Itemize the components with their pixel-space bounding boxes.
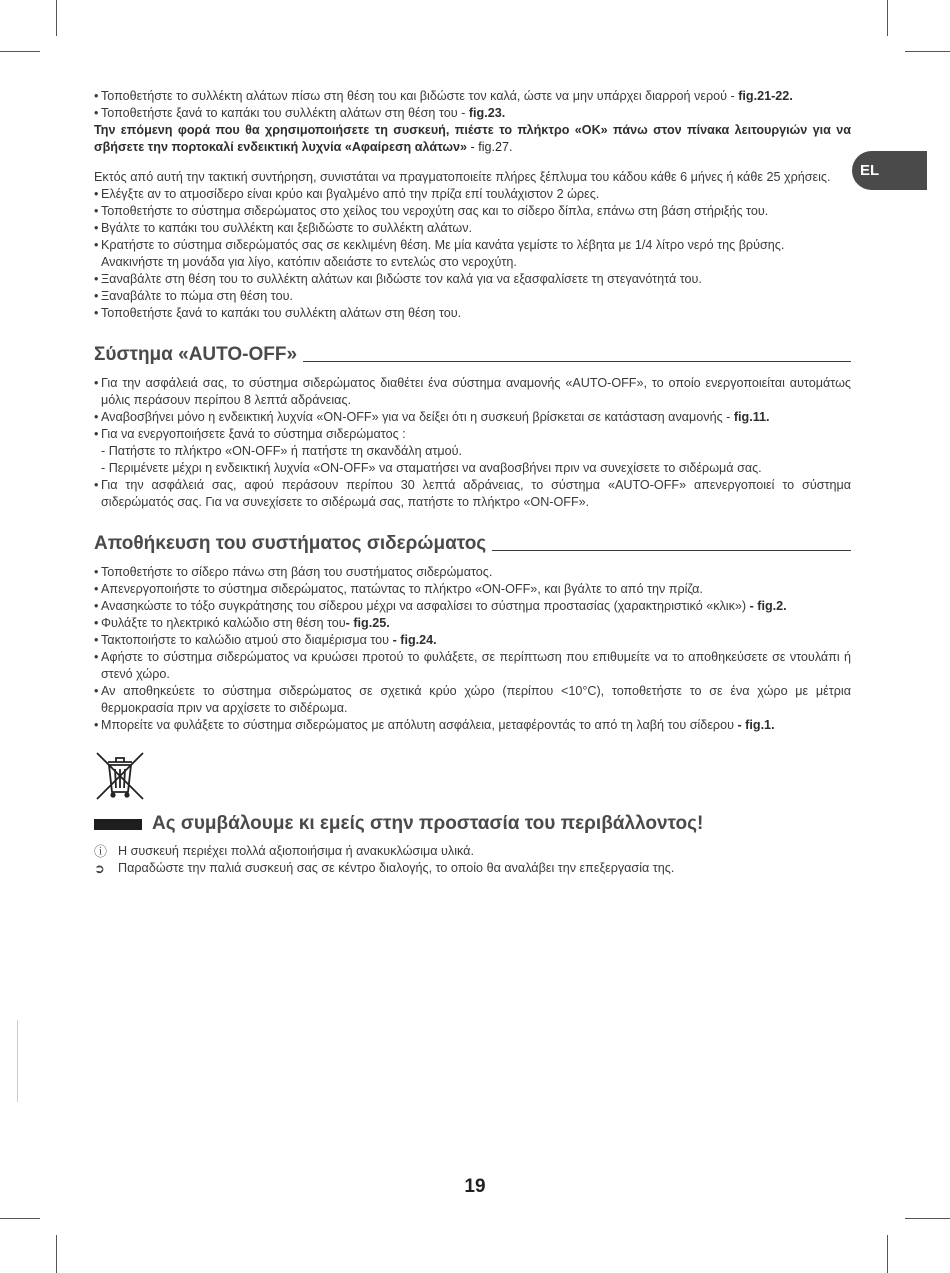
intro-bullet-2-text: Τοποθετήστε ξανά το καπάκι του συλλέκτη αλάτων στη θέση του - <box>101 106 469 120</box>
arrow-icon: ➲ <box>94 861 105 876</box>
list-item: • Αν αποθηκεύετε το σύστημα σιδερώματος σε σχετικά κρύο χώρο (περίπου <10°C), τοποθετήστε το σε ένα χώρο με μέτρια θερμοκρασία πριν να αρχίσετε το σιδέρωμα. <box>94 683 851 717</box>
list-item-text: Μπορείτε να φυλάξετε το σύστημα σιδερώματος με απόλυτη ασφάλεια, μεταφέροντάς το από τη λαβή του σίδερου <box>101 718 738 732</box>
list-item-continuation: Ανακινήστε τη μονάδα για λίγο, κατόπιν αδειάστε το εντελώς στο νεροχύτη. <box>101 255 517 269</box>
fig-ref: fig.11. <box>733 410 770 424</box>
bold-note-text: Την επόμενη φορά που θα χρησιμοποιήσετε τη συσκευή, πιέστε το πλήκτρο «OK» πάνω στον πίνακα λειτουργιών για να σβήσετε την πορτοκαλί ενδεικτική λυχνία «Αφαίρεση αλάτων» <box>94 123 851 154</box>
list-item: • Βγάλτε το καπάκι του συλλέκτη και ξεβιδώστε το συλλέκτη αλάτων. <box>94 220 851 237</box>
fig-ref: - fig.24. <box>392 633 437 647</box>
section-title: Αποθήκευση του συστήματος σιδερώματος <box>94 533 487 554</box>
crop-mark <box>905 1218 950 1219</box>
crop-mark <box>887 1235 888 1273</box>
crop-mark <box>0 51 40 52</box>
crop-mark <box>905 51 950 52</box>
list-item: • Για να ενεργοποιήσετε ξανά το σύστημα σιδερώματος : <box>94 426 851 443</box>
list-item: • Τοποθετήστε το σύστημα σιδερώματος στο χείλος του νεροχύτη σας και το σίδερο δίπλα, επάνω στη βάση στήριξής του. <box>94 203 851 220</box>
list-item: • Ξαναβάλτε το πώμα στη θέση του. <box>94 288 851 305</box>
section-heading-autooff <box>94 344 851 366</box>
fig-ref: - fig.25. <box>345 616 390 630</box>
sub-item: - Πατήστε το πλήκτρο «ON-OFF» ή πατήστε τη σκανδάλη ατμού. <box>101 444 463 458</box>
environment-line <box>94 860 851 877</box>
fig-ref: fig.21-22. <box>738 89 793 103</box>
environment-heading <box>94 813 851 835</box>
list-item-text: Φυλάξτε το ηλεκτρικό καλώδιο στη θέση του <box>101 616 346 630</box>
section-title: Σύστημα «AUTO-OFF» <box>94 344 298 365</box>
crop-mark <box>56 1235 57 1273</box>
page-content <box>94 88 851 877</box>
info-icon: ⓘ <box>94 844 108 859</box>
language-tab-label: EL <box>860 162 880 179</box>
heading-rule <box>492 550 851 551</box>
list-item <box>94 598 851 615</box>
crop-mark <box>56 0 57 36</box>
environment-line <box>94 843 851 860</box>
list-item: • Τοποθετήστε το σίδερο πάνω στη βάση του συστήματος σιδερώματος. <box>94 564 851 581</box>
bold-note <box>94 122 851 156</box>
fig-ref: fig.23. <box>468 106 506 120</box>
margin-rule <box>17 1020 18 1102</box>
maintenance-paragraph: Εκτός από αυτή την τακτική συντήρηση, συνιστάται να πραγματοποιείτε πλήρες ξέπλυμα του κάδου κάθε 6 μήνες ή κάθε 25 χρήσεις. <box>94 170 831 184</box>
environment-line-text: Η συσκευή περιέχει πολλά αξιοποιήσιμα ή ανακυκλώσιμα υλικά. <box>118 844 474 858</box>
fig-ref: - fig.2. <box>749 599 787 613</box>
list-item: • Ξαναβάλτε στη θέση του το συλλέκτη αλάτων και βιδώστε τον καλά για να εξασφαλίσετε τη στεγανότητά του. <box>94 271 851 288</box>
list-item <box>94 717 851 734</box>
heading-rule <box>303 361 851 362</box>
weee-crossed-bin-icon <box>94 750 146 802</box>
fig-ref: - fig.1. <box>737 718 775 732</box>
heading-bar <box>94 819 142 830</box>
crop-mark <box>887 0 888 36</box>
crop-mark <box>0 1218 40 1219</box>
page-number: 19 <box>464 1176 486 1197</box>
section-heading-storage <box>94 533 851 555</box>
list-item <box>94 615 851 632</box>
list-item <box>94 409 851 426</box>
list-item: • Κρατήστε το σύστημα σιδερώματός σας σε κεκλιμένη θέση. Με μία κανάτα γεμίστε το λέβητα με 1/4 λίτρο νερό της βρύσης. <box>94 237 851 254</box>
sub-item: - Περιμένετε μέχρι η ενδεικτική λυχνία «ON-OFF» να σταματήσει να αναβοσβήνει πριν να συνεχίσετε το σιδέρωμά σας. <box>101 461 762 475</box>
fig-ref: - fig.27. <box>467 140 513 154</box>
intro-bullet-2 <box>94 105 851 122</box>
environment-line-text: Παραδώστε την παλιά συσκευή σας σε κέντρο διαλογής, το οποίο θα αναλάβει την επεξεργασία της. <box>118 861 675 875</box>
list-item <box>94 632 851 649</box>
intro-bullet-1-text: Τοποθετήστε το συλλέκτη αλάτων πίσω στη θέση του και βιδώστε τον καλά, ώστε να μην υπάρχει διαρροή νερού - <box>101 89 739 103</box>
list-item-text: Τακτοποιήστε το καλώδιο ατμού στο διαμέρισμα του <box>101 633 393 647</box>
list-item-text: Αναβοσβήνει μόνο η ενδεικτική λυχνία «ON-OFF» για να δείξει ότι η συσκευή βρίσκεται σε κατάσταση αναμονής - <box>101 410 734 424</box>
list-item: • Ελέγξτε αν το ατμοσίδερο είναι κρύο και βγαλμένο από την πρίζα επί τουλάχιστον 2 ώρες. <box>94 186 851 203</box>
list-item-text: Ανασηκώστε το τόξο συγκράτησης του σίδερου μέχρι να ασφαλίσει το σύστημα προστασίας (χαρακτηριστικό «κλικ») <box>101 599 750 613</box>
list-item: • Αφήστε το σύστημα σιδερώματος να κρυώσει προτού το φυλάξετε, σε περίπτωση που επιθυμείτε να το αποθηκεύσετε σε ντουλάπι ή στενό χώρο. <box>94 649 851 683</box>
list-item: • Απενεργοποιήστε το σύστημα σιδερώματος, πατώντας το πλήκτρο «ON-OFF», και βγάλτε το από την πρίζα. <box>94 581 851 598</box>
list-item: • Τοποθετήστε ξανά το καπάκι του συλλέκτη αλάτων στη θέση του. <box>94 305 851 322</box>
list-item: • Για την ασφάλειά σας, αφού περάσουν περίπου 30 λεπτά αδράνειας, το σύστημα «AUTO-OFF» απενεργοποιεί το σύστημα σιδερώματός σας. Για να συνεχίσετε το σιδέρωμά σας, πατήστε το πλήκτρο «ON-OFF». <box>94 477 851 511</box>
list-item: • Για την ασφάλειά σας, το σύστημα σιδερώματος διαθέτει ένα σύστημα αναμονής «AUTO-OFF», το οποίο ενεργοποιείται αυτομάτως μόλις περάσουν περίπου 8 λεπτά αδράνειας. <box>94 375 851 409</box>
intro-bullet-1 <box>94 88 851 105</box>
environment-title: Ας συμβάλουμε κι εμείς στην προστασία του περιβάλλοντος! <box>152 813 704 834</box>
language-tab <box>852 151 927 190</box>
